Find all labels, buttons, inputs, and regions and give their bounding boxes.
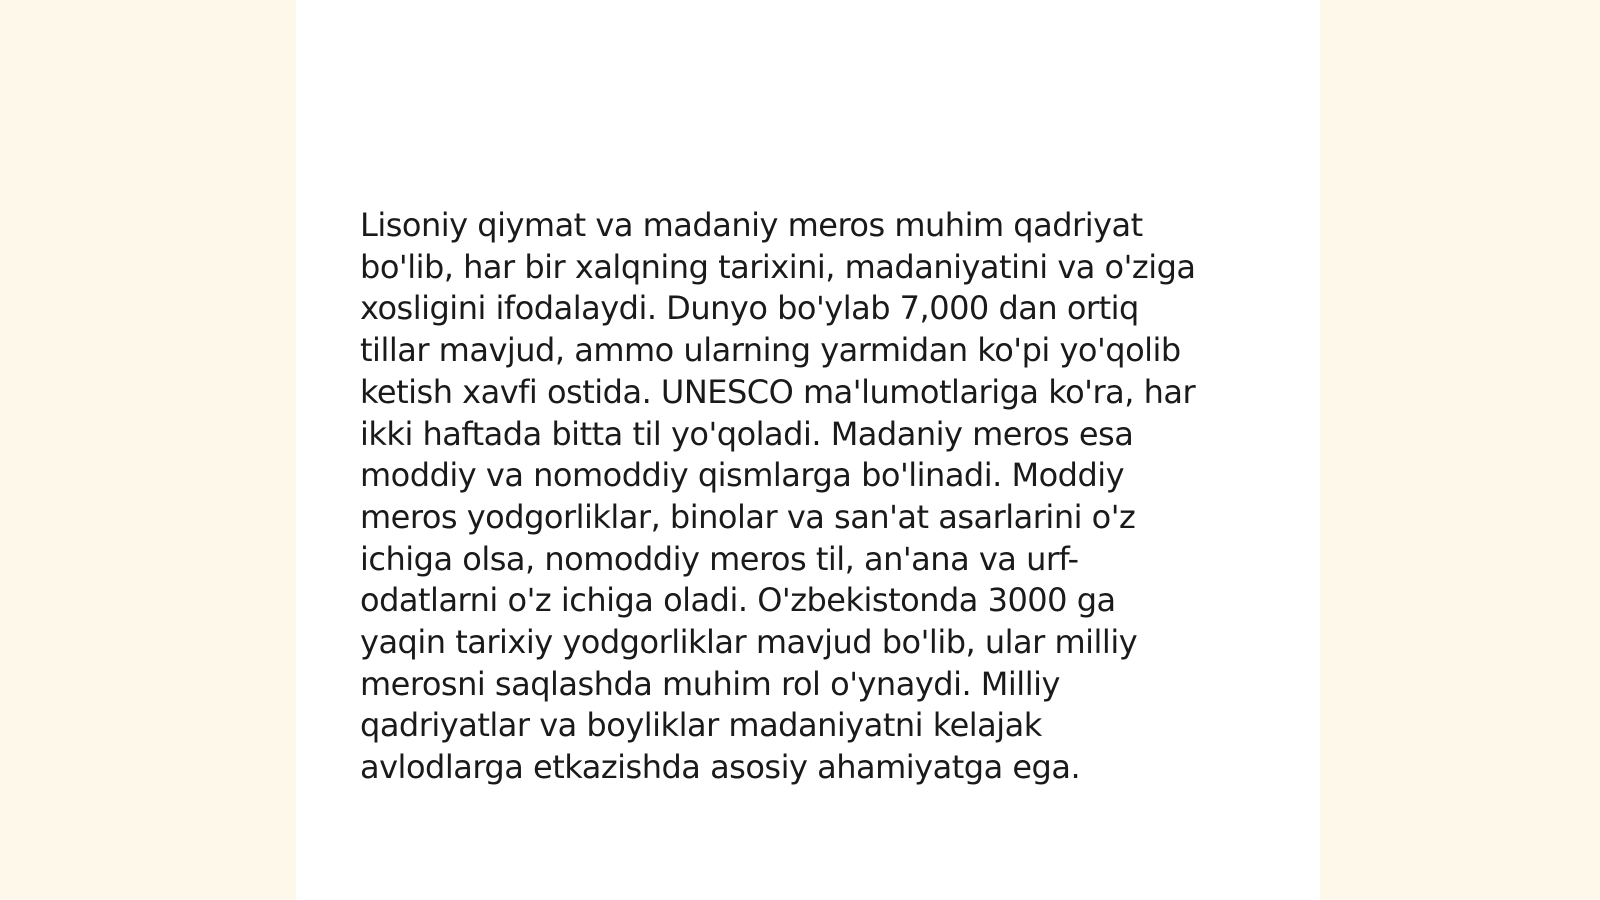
- paragraph-line: ichiga olsa, nomoddiy meros til, an'ana va urf-: [360, 539, 1079, 578]
- paragraph-line: moddiy va nomoddiy qismlarga bo'linadi. Moddiy: [360, 456, 1125, 495]
- paragraph-line: bo'lib, har bir xalqning tarixini, madaniyatini va o'ziga: [360, 247, 1196, 286]
- paragraph-line: odatlarni o'z ichiga oladi. O'zbekistonda 3000 ga: [360, 581, 1116, 620]
- paragraph-line: yaqin tarixiy yodgorliklar mavjud bo'lib, ular milliy: [360, 623, 1138, 662]
- body-paragraph: [360, 205, 1240, 789]
- paragraph-line: qadriyatlar va boyliklar madaniyatni kelajak: [360, 706, 1042, 745]
- paragraph-line: avlodlarga etkazishda asosiy ahamiyatga ega.: [360, 748, 1081, 787]
- paragraph-line: merosni saqlashda muhim rol o'ynaydi. Milliy: [360, 664, 1060, 703]
- paragraph-line: tillar mavjud, ammo ularning yarmidan ko'pi yo'qolib: [360, 331, 1181, 370]
- paragraph-line: ketish xavfi ostida. UNESCO ma'lumotlariga ko'ra, har: [360, 372, 1196, 411]
- paragraph-line: xosligini ifodalaydi. Dunyo bo'ylab 7,000 dan ortiq: [360, 289, 1139, 328]
- document-page: [296, 0, 1320, 900]
- paragraph-line: Lisoniy qiymat va madaniy meros muhim qadriyat: [360, 206, 1143, 244]
- paragraph-line: meros yodgorliklar, binolar va san'at asarlarini o'z: [360, 497, 1136, 536]
- paragraph-line: ikki haftada bitta til yo'qoladi. Madaniy meros esa: [360, 414, 1134, 453]
